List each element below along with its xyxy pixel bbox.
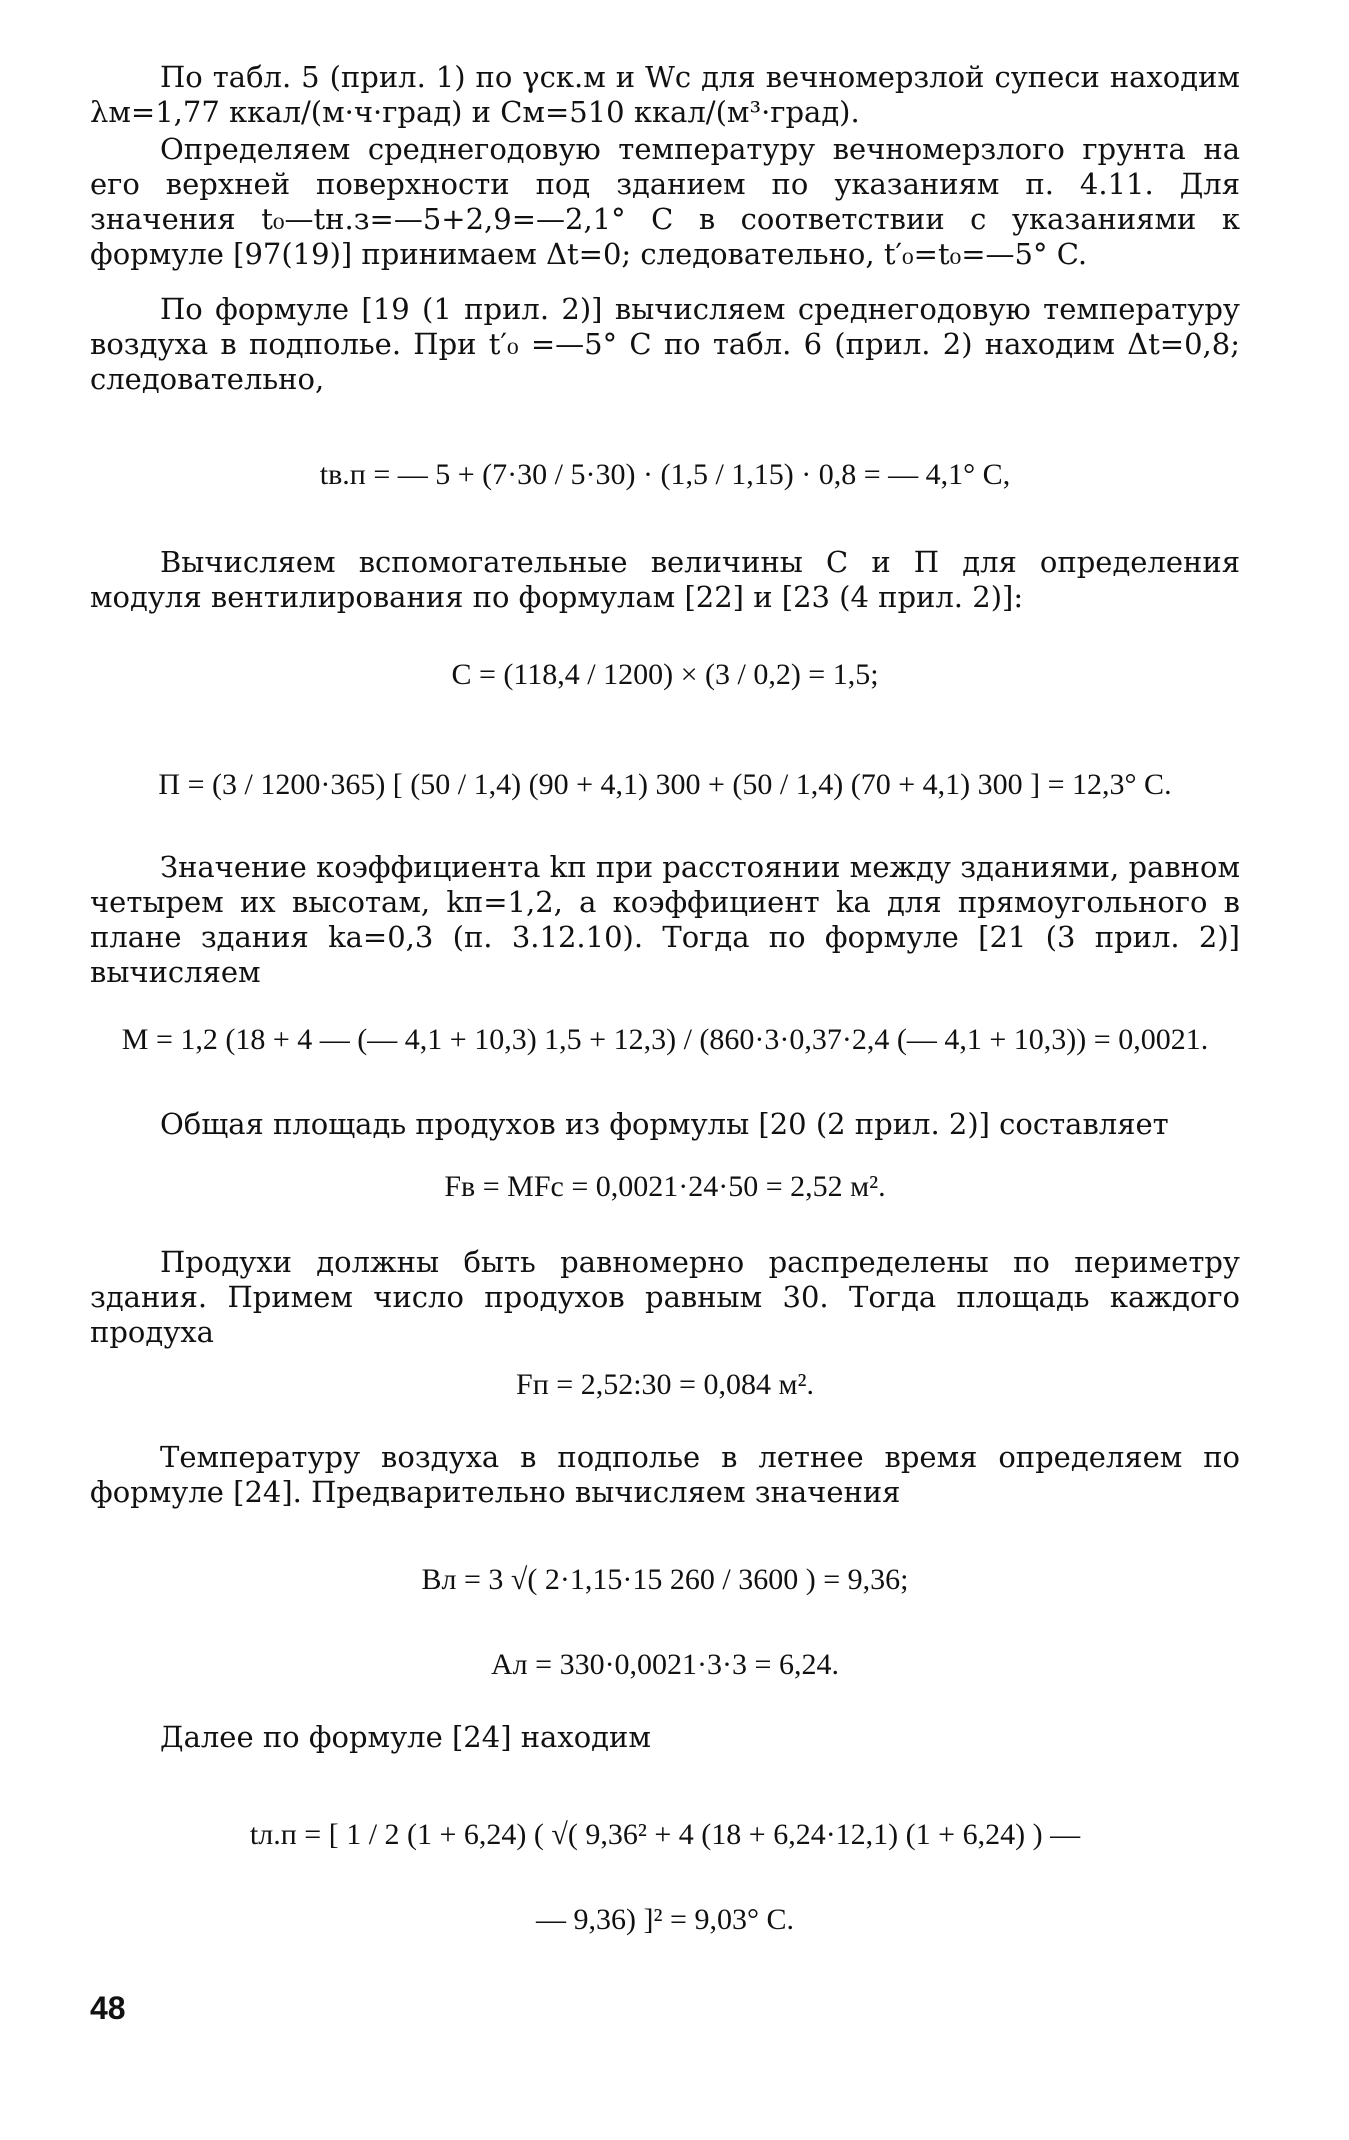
paragraph-9: Далее по формуле [24] находим (160, 1720, 651, 1754)
paragraph-8: Температуру воздуха в подполье в летнее время определяем по формуле [24]. Предварительно вычисляем значения (90, 1440, 1240, 1509)
equation-al: Aл = 330·0,0021·3·3 = 6,24. (491, 1648, 839, 1681)
equation-p: П = (3 / 1200·365) [ (50 / 1,4) (90 + 4,1) 300 + (50 / 1,4) (70 + 4,1) 300 ] = 12,3° C. (158, 768, 1172, 801)
equation-bl: Bл = 3 √( 2·1,15·15 260 / 3600 ) = 9,36; (421, 1563, 909, 1596)
equation-tlp-line2: — 9,36) ]² = 9,03° C. (536, 1903, 794, 1936)
paragraph-4: Вычисляем вспомогательные величины C и П для определения модуля вентилирования по формулам [22] и [23 (4 прил. 2)]: (90, 545, 1240, 614)
equation-fv: Fв = MFс = 0,0021·24·50 = 2,52 м². (444, 1170, 886, 1203)
paragraph-3: По формуле [19 (1 прил. 2)] вычисляем среднегодовую температуру воздуха в подполье. При t′₀ =—5° C по табл. 6 (прил. 2) находим Δt=0,8; следовательно, (90, 292, 1240, 396)
equation-c: C = (118,4 / 1200) × (3 / 0,2) = 1,5; (451, 658, 879, 691)
equation-t-vp: tв.п = — 5 + (7·30 / 5·30) · (1,5 / 1,15) · 0,8 = — 4,1° C, (319, 458, 1011, 491)
paragraph-7: Продухи должны быть равномерно распределены по периметру здания. Примем число продухов равным 30. Тогда площадь каждого продуха (90, 1245, 1240, 1349)
equation-fp: Fп = 2,52:30 = 0,084 м². (516, 1368, 814, 1401)
paragraph-6: Общая площадь продухов из формулы [20 (2 прил. 2)] составляет (160, 1107, 1169, 1141)
equation-m: M = 1,2 (18 + 4 — (— 4,1 + 10,3) 1,5 + 12,3) / (860·3·0,37·2,4 (— 4,1 + 10,3)) = 0,0021. (121, 1023, 1209, 1056)
paragraph-2: Определяем среднегодовую температуру вечномерзлого грунта на его верхней поверхности под зданием по указаниям п. 4.11. Для значения t₀—tн.з=—5+2,9=—2,1° C в соответствии с указаниями к формуле [97(19)] принимаем Δt=0; следовательно, t′₀=t₀=—5° C. (90, 132, 1240, 271)
page-number: 48 (90, 1990, 126, 2026)
paragraph-1: По табл. 5 (прил. 1) по γск.м и Wс для вечномерзлой супеси находим λм=1,77 ккал/(м·ч·град) и Cм=510 ккал/(м³·град). (90, 60, 1240, 129)
paragraph-5: Значение коэффициента kп при расстоянии между зданиями, равном четырем их высотам, kп=1,2, а коэффициент kа для прямоугольного в плане здания kа=0,3 (п. 3.12.10). Тогда по формуле [21 (3 прил. 2)] вычисляем (90, 850, 1240, 989)
equation-tlp-line1: tл.п = [ 1 / 2 (1 + 6,24) ( √( 9,36² + 4 (18 + 6,24·12,1) (1 + 6,24) ) — (249, 1818, 1081, 1851)
